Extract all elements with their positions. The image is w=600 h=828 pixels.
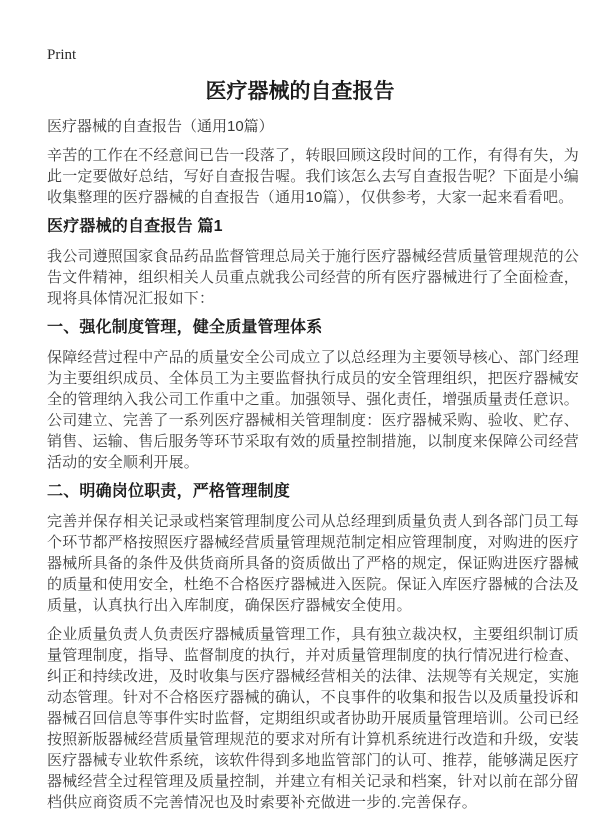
section-2-paragraph-2: 企业质量负责人负责医疗器械质量管理工作，具有独立裁决权，主要组织制订质量管理制度，指导、监督制度的执行，并对质量管理制度的执行情况进行检查、纠正和持续改进，及时收集与医疗器械经营相关的法律、法规等有关规定，实施动态管理。针对不合格医疗器械的确认，不良事件的收集和报告以及质量投诉和器械召回信息等事件实时监督，定期组织或者协助开展质量管理培训。公司已经按照新版器械经营质量管理规范的要求对所有计算机系统进行改造和升级，安装医疗器械专业软件系统，该软件得到多地监管部门的认可、推荐，能够满足医疗器械经营全过程管理及质量控制，并建立有相关记录和档案，针对以前在部分留档供应商资质不完善情况也及时索要补充做进一步的.完善保存。 <box>47 626 580 811</box>
print-link[interactable]: Print <box>47 47 77 63</box>
section-heading-1: 一、强化制度管理，健全质量管理体系 <box>47 319 323 336</box>
overview-paragraph: 我公司遵照国家食品药品监督管理总局关于施行医疗器械经营质量管理规范的公告文件精神，组织相关人员重点就我公司经营的所有医疗器械进行了全面检查，现将具体情况汇报如下： <box>47 248 580 307</box>
document-title: 医疗器械的自查报告 <box>205 80 395 103</box>
article-heading: 医疗器械的自查报告 篇1 <box>47 218 223 235</box>
document-subtitle: 医疗器械的自查报告（通用10篇） <box>47 118 274 135</box>
section-heading-2: 二、明确岗位职责，严格管理制度 <box>47 483 291 500</box>
section-1-paragraph: 保障经营过程中产品的质量安全公司成立了以总经理为主要领导核心、部门经理为主要组织成员、全体员工为主要监督执行成员的安全管理组织，把医疗器械安全的管理纳入我公司工作重中之重。加强领导、强化责任，增强质量责任意识。公司建立、完善了一系列医疗器械相关管理制度：医疗器械采购、验收、贮存、销售、运输、售后服务等环节采取有效的质量控制措施，以制度来保障公司经营活动的安全顺利开展。 <box>47 349 580 471</box>
intro-paragraph: 辛苦的工作在不经意间已告一段落了，转眼回顾这段时间的工作，有得有失，为此一定要做好总结，写好自查报告喔。我们该怎么去写自查报告呢？下面是小编收集整理的医疗器械的自查报告（通用10篇），仅供参考，大家一起来看看吧。 <box>47 147 580 206</box>
section-2-paragraph-1: 完善并保存相关记录或档案管理制度公司从总经理到质量负责人到各部门员工每个环节都严格按照医疗器械经营质量管理规范制定相应管理制度，对购进的医疗器械所具备的条件及供货商所具备的资质做出了严格的规定，保证购进医疗器械的质量和使用安全，杜绝不合格医疗器械进入医院。保证入库医疗器械的合法及质量，认真执行出入库制度，确保医疗器械安全使用。 <box>47 513 580 614</box>
